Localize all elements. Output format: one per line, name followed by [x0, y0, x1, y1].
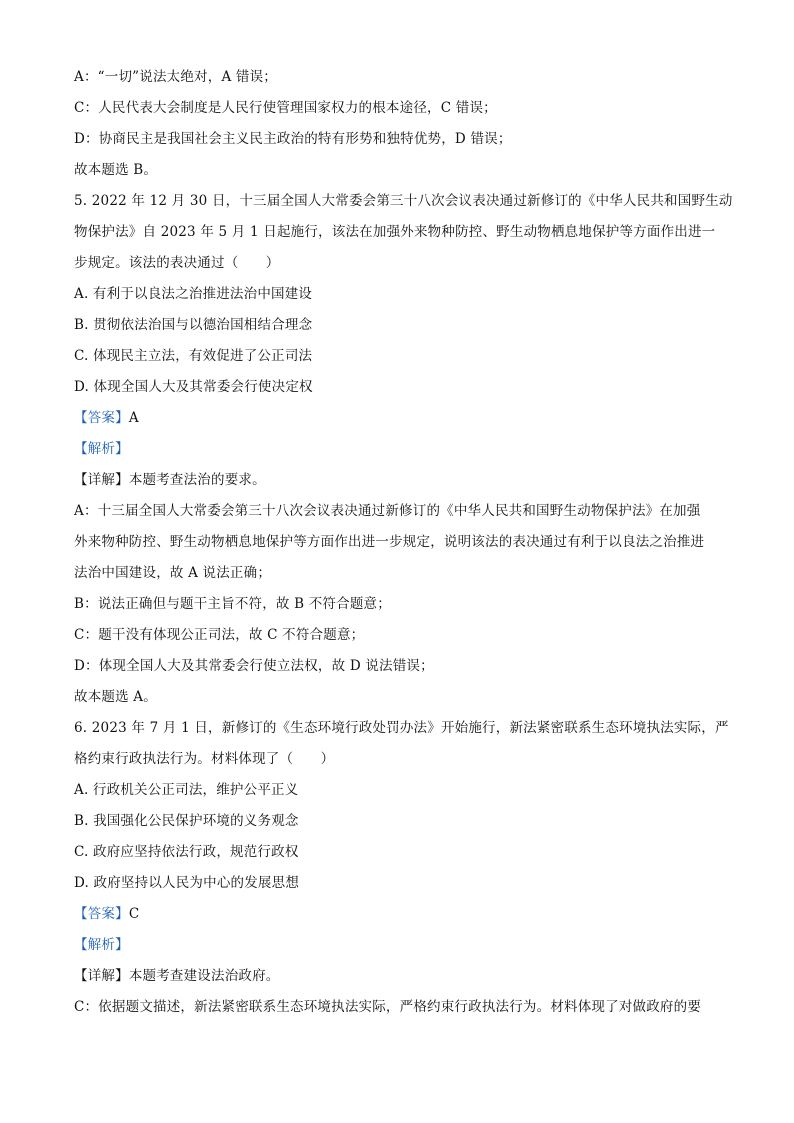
option-a: A. 行政机关公正司法，维护公平正义 — [74, 782, 299, 798]
text-line: D：协商民主是我国社会主义民主政治的特有形势和独特优势，D 错误； — [74, 131, 512, 147]
detail-text: 本题考查建设法治政府。 — [128, 968, 280, 984]
detail-tag: 【详解】 — [74, 472, 129, 488]
option-c: C. 体现民主立法，有效促进了公正司法 — [74, 348, 313, 364]
text-line: C：人民代表大会制度是人民行使管理国家权力的根本途径，C 错误； — [74, 100, 497, 116]
analysis-line — [74, 936, 129, 954]
detail-tag: 【详解】 — [74, 968, 129, 984]
option-d: D. 体现全国人大及其常委会行使决定权 — [74, 379, 313, 395]
text-line: C：题干没有体现公正司法，故 C 不符合题意； — [74, 627, 365, 643]
answer-value: A — [128, 410, 139, 426]
text-line: 外来物种防控、野生动物栖息地保护等方面作出进一步规定，说明该法的表决通过有利于以良法之治推进 — [74, 534, 705, 550]
question-5-stem: 物保护法》自 2023 年 5 月 1 日起施行，该法在加强外来物种防控、野生动物栖息地保护等方面作出进一 — [74, 224, 716, 240]
option-b: B. 我国强化公民保护环境的义务观念 — [74, 813, 299, 829]
text-line: 故本题选 B。 — [74, 162, 158, 178]
text-line: A：“一切”说法太绝对，A 错误； — [74, 69, 277, 85]
text-line: D：体现全国人大及其常委会行使立法权，故 D 说法错误； — [74, 658, 434, 674]
text-line: C：依据题文描述，新法紧密联系生态环境执法实际，严格约束行政执法行为。材料体现了对做政府的要 — [74, 999, 702, 1015]
analysis-tag: 【解析】 — [74, 441, 129, 457]
question-6-stem: 6. 2023 年 7 月 1 日，新修订的《生态环境行政处罚办法》开始施行，新法紧密联系生态环境执法实际，严 — [74, 720, 729, 736]
detail-text: 本题考查法治的要求。 — [128, 472, 266, 488]
answer-line — [74, 905, 139, 923]
text-line: B：说法正确但与题干主旨不符，故 B 不符合题意； — [74, 596, 391, 612]
option-c: C. 政府应坚持依法行政，规范行政权 — [74, 844, 299, 860]
detail-line — [74, 471, 266, 489]
answer-tag: 【答案】 — [74, 410, 129, 426]
option-a: A. 有利于以良法之治推进法治中国建设 — [74, 286, 313, 302]
text-line: 故本题选 A。 — [74, 689, 157, 705]
answer-value: C — [128, 906, 140, 922]
text-line: A：十三届全国人大常委会第三十八次会议表决通过新修订的《中华人民共和国野生动物保护法》在加强 — [74, 503, 701, 519]
answer-line — [74, 409, 139, 427]
detail-line — [74, 967, 280, 985]
question-5-stem: 5. 2022 年 12 月 30 日，十三届全国人大常委会第三十八次会议表决通过新修订的《中华人民共和国野生动 — [74, 193, 733, 209]
question-6-stem: 格约束行政执法行为。材料体现了（ ） — [74, 751, 335, 767]
question-5-stem: 步规定。该法的表决通过（ ） — [74, 255, 280, 271]
answer-tag: 【答案】 — [74, 906, 129, 922]
option-b: B. 贯彻依法治国与以德治国相结合理念 — [74, 317, 313, 333]
option-d: D. 政府坚持以人民为中心的发展思想 — [74, 875, 300, 891]
text-line: 法治中国建设，故 A 说法正确； — [74, 565, 272, 581]
analysis-tag: 【解析】 — [74, 937, 129, 953]
analysis-line — [74, 440, 129, 458]
